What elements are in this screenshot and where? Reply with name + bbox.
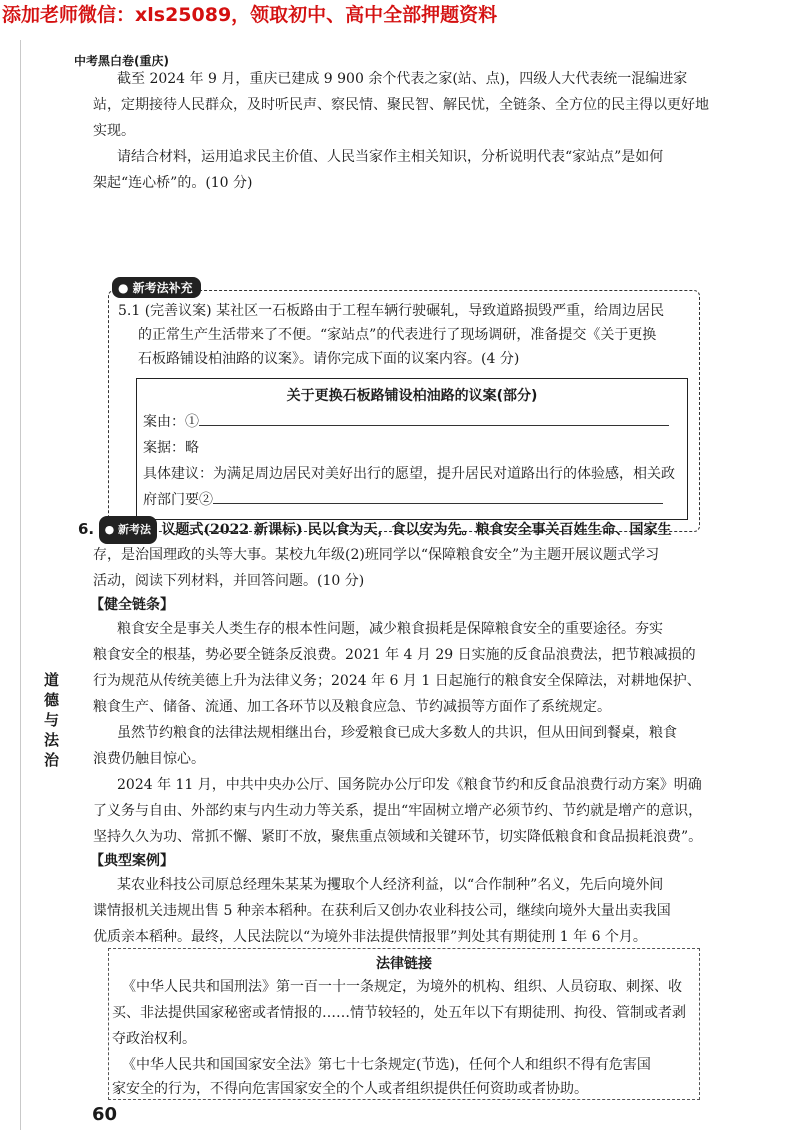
proposal-suggestion-2-label: 府部门要②	[143, 492, 213, 508]
s1-line-3: 行为规范从传统美德上升为法律义务；2024 年 6 月 1 日起施行的粮食安全保障法，对耕地保护、	[93, 673, 701, 689]
s2-line-2: 谍情报机关违规出售 5 种亲本稻种。在获利后又创办农业科技公司，继续向境外大量出卖我国	[93, 903, 671, 919]
q6-line-1	[78, 516, 671, 544]
s1-line-1: 粮食安全是事关人类生存的根本性问题，减少粮食损耗是保障粮食安全的重要途径。夯实	[117, 621, 663, 637]
suggestion-answer-blank[interactable]	[213, 489, 663, 504]
q6-line-3: 活动，阅读下列材料，并回答问题。(10 分)	[93, 573, 365, 589]
intro-line-3: 实现。	[93, 123, 135, 139]
supplement-line-1: 5.1 (完善议案) 某社区一石板路由于工程车辆行驶碾轧，导致道路损毁严重，给周边居民	[118, 303, 665, 319]
s1-line-6: 浪费仍触目惊心。	[93, 751, 205, 767]
intro-line-2: 站，定期接待人民群众，及时听民声、察民情、聚民智、解民忧，全链条、全方位的民主得以更好地	[93, 97, 709, 113]
s1-line-7: 2024 年 11 月，中共中央办公厅、国务院办公厅印发《粮食节约和反食品浪费行动方案》明确	[117, 777, 702, 793]
pin-icon: ●	[118, 281, 133, 295]
law-line-1: 《中华人民共和国刑法》第一百一十一条规定，为境外的机构、组织、人员窃取、刺探、收	[122, 979, 682, 995]
top-banner: 添加老师微信：xls25089，领取初中、高中全部押题资料	[0, 0, 800, 30]
s1-line-4: 粮食生产、储备、流通、加工各环节以及粮食应急、节约减损等方面作了系统规定。	[93, 699, 611, 715]
proposal-suggestion-1: 具体建议：为满足周边居民对美好出行的愿望，提升居民对道路出行的体验感，相关政	[143, 466, 675, 482]
proposal-title: 关于更换石板路铺设柏油路的议案(部分)	[286, 388, 538, 404]
intro-line-1: 截至 2024 年 9 月，重庆已建成 9 900 余个代表之家(站、点)，四级人大代表统一混编进家	[117, 71, 688, 87]
s2-line-1: 某农业科技公司原总经理朱某某为攫取个人经济利益，以“合作制种”名义，先后向境外间	[117, 877, 664, 893]
section-head-case: 【典型案例】	[90, 853, 174, 869]
law-title: 法律链接	[376, 956, 432, 972]
law-line-4: 《中华人民共和国国家安全法》第七十七条规定(节选)，任何个人和组织不得有危害国	[122, 1057, 651, 1073]
s1-line-9: 坚持久久为功、常抓不懈、紧盯不放，聚焦重点领域和关键环节，切实降低粮食和食品损耗浪费”。	[93, 829, 703, 845]
law-line-2: 买、非法提供国家秘密或者情报的……情节较轻的，处五年以下有期徒刑、拘役、管制或者剥	[112, 1005, 686, 1021]
q6-line-1-text: 议题式(2022 新课标) 民以食为天，食以安为先。粮食安全事关百姓生命、国家生	[161, 522, 672, 538]
supplement-tag	[112, 277, 201, 298]
law-line-5: 家安全的行为，不得向危害国家安全的个人或者组织提供任何资助或者协助。	[112, 1081, 588, 1097]
section-head-chain: 【健全链条】	[90, 597, 174, 613]
q6-tag-label: 新考法	[118, 523, 152, 536]
pin-icon: ●	[104, 523, 119, 536]
series-title: 中考黑白卷(重庆)	[74, 54, 169, 68]
supplement-line-2: 的正常生产生活带来了不便。“家站点”的代表进行了现场调研，准备提交《关于更换	[138, 327, 657, 343]
q6-line-2: 存，是治国理政的头等大事。某校九年级(2)班同学以“保障粮食安全”为主题开展议题式学习	[93, 547, 660, 563]
proposal-suggestion-2	[143, 489, 663, 509]
s1-line-8: 了义务与自由、外部约束与内生动力等关系，提出“牢固树立增产必须节约、节约就是增产的意识，	[93, 803, 703, 819]
subject-side-label: 道德与法治	[44, 671, 60, 769]
s2-line-3: 优质亲本稻种。最终，人民法院以“为境外非法提供情报罪”判处其有期徒刑 1 年 6 个月。	[93, 929, 647, 945]
law-line-3: 夺政治权利。	[112, 1031, 196, 1047]
page-number: 60	[92, 1104, 118, 1125]
page	[0, 30, 800, 1132]
s1-line-5: 虽然节约粮食的法律法规相继出台，珍爱粮食已成大多数人的共识，但从田间到餐桌，粮食	[117, 725, 677, 741]
supplement-line-3: 石板路铺设柏油路的议案》。请你完成下面的议案内容。(4 分)	[138, 351, 520, 367]
reason-answer-blank[interactable]	[199, 411, 669, 426]
supplement-tag-label: 新考法补充	[132, 281, 193, 295]
q6-number: 6.	[78, 520, 95, 538]
proposal-reason	[143, 411, 669, 431]
intro-question-1: 请结合材料，运用追求民主价值、人民当家作主相关知识，分析说明代表“家站点”是如何	[117, 149, 664, 165]
proposal-box	[136, 378, 688, 520]
proposal-basis: 案据：略	[143, 440, 199, 456]
q6-tag	[99, 516, 157, 544]
s1-line-2: 粮食安全的根基，势必要全链条反浪费。2021 年 4 月 29 日实施的反食品浪费法，把节粮减损的	[93, 647, 696, 663]
proposal-reason-label: 案由：①	[143, 414, 199, 430]
intro-question-2: 架起“连心桥”的。(10 分)	[93, 175, 253, 191]
